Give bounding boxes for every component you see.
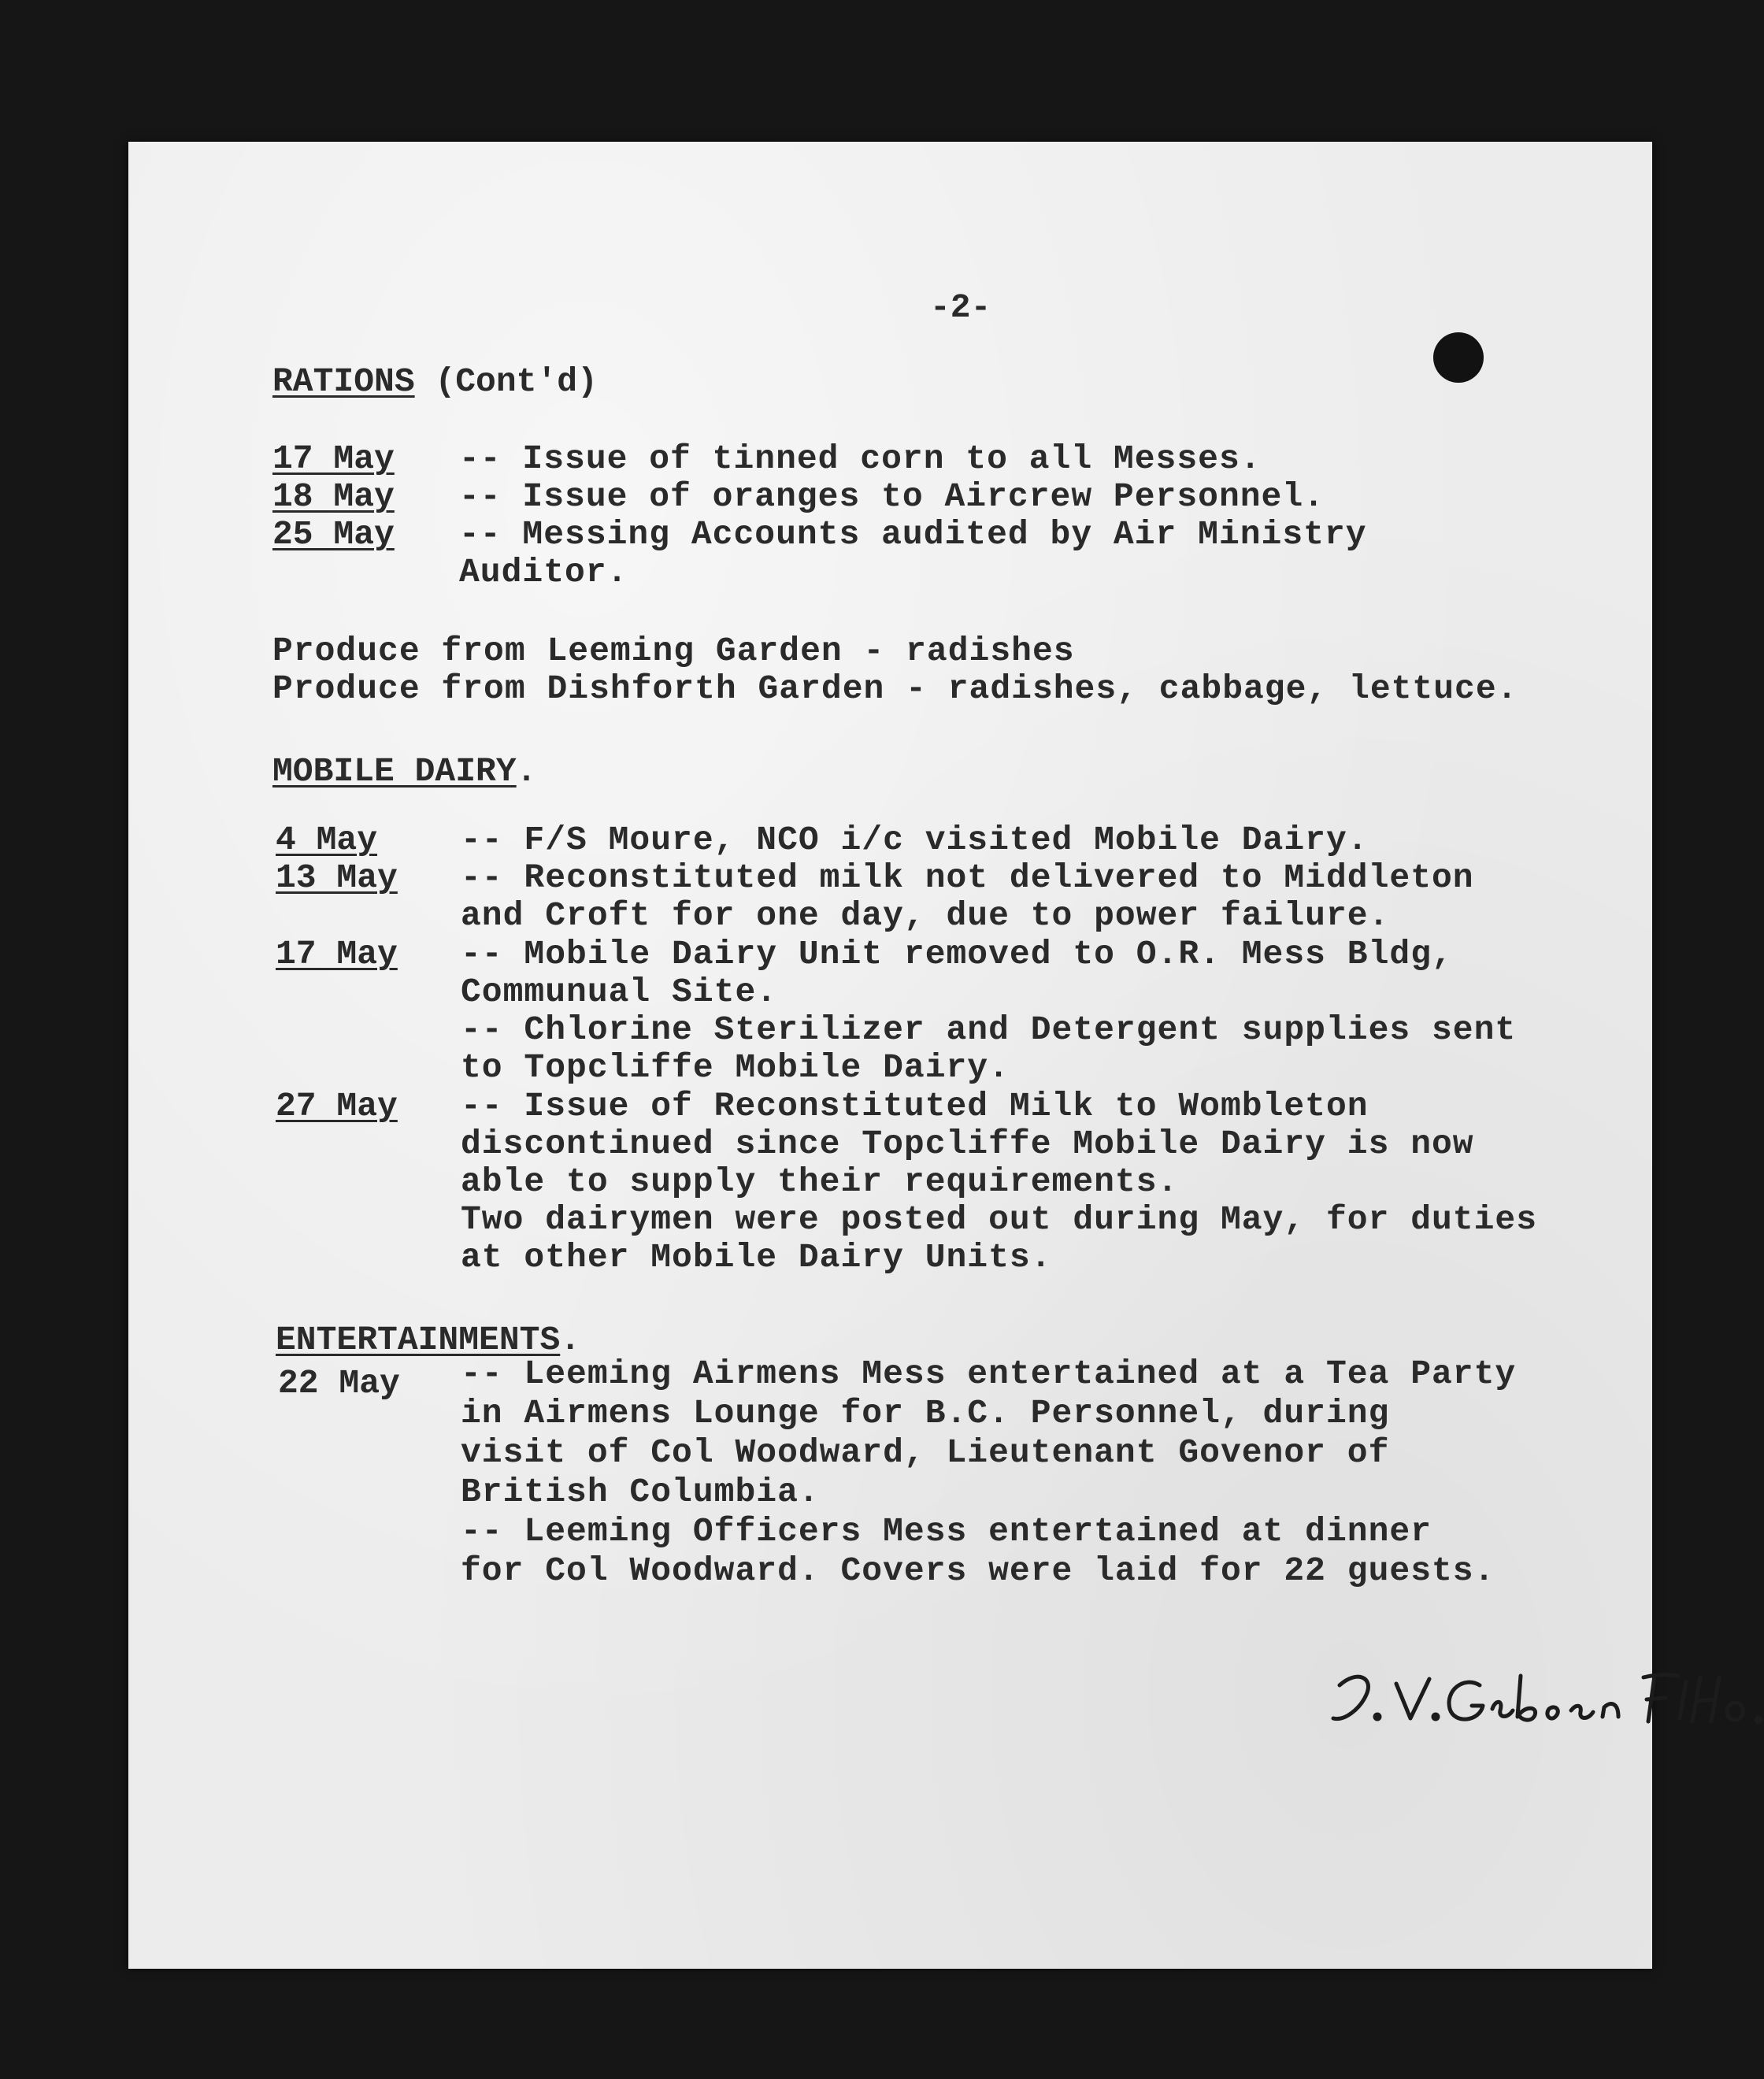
produce-line: Produce from Dishforth Garden - radishes, cabbage, lettuce. [272,669,1518,708]
entertainment-entry-line: visit of Col Woodward, Lieutenant Govenor of [461,1433,1390,1472]
dairy-entry-date: 4 May [276,821,378,859]
entertainments-heading-suffix: . [560,1321,581,1359]
dairy-entry-line: to Topcliffe Mobile Dairy. [461,1048,1010,1087]
document-page [128,142,1652,1969]
handwritten-signature [1325,1654,1764,1748]
rations-entry-date: 17 May [272,439,395,478]
dairy-entry-date: 17 May [276,935,398,973]
entertainment-entry-line: in Airmens Lounge for B.C. Personnel, during [461,1394,1390,1432]
dairy-entry-line: Communual Site. [461,973,778,1011]
rations-entry-line: Auditor. [459,553,628,591]
entertainment-entry-line: for Col Woodward. Covers were laid for 22 guests. [461,1551,1495,1590]
rations-entry-date: 18 May [272,477,395,516]
rations-heading-text: RATIONS [272,362,415,401]
rations-entry-line: -- Issue of tinned corn to all Messes. [459,439,1262,478]
dairy-entry-line: -- Issue of Reconstituted Milk to Wombleton [461,1087,1369,1125]
dairy-entry-line: at other Mobile Dairy Units. [461,1238,1052,1277]
entertainments-heading-text: ENTERTAINMENTS [276,1321,561,1359]
rations-entry-line: -- Issue of oranges to Aircrew Personnel. [459,477,1325,516]
mobile-dairy-heading [272,752,536,791]
mobile-dairy-heading-suffix: . [516,752,537,791]
page-number: -2- [930,288,991,327]
rations-heading-suffix: (Cont'd) [414,362,598,401]
rations-heading [272,362,598,401]
dairy-entry-line: Two dairymen were posted out during May, for duties [461,1200,1538,1239]
dairy-entry-line: -- Mobile Dairy Unit removed to O.R. Mess Bldg, [461,935,1453,973]
produce-line: Produce from Leeming Garden - radishes [272,632,1075,670]
entertainment-entry-line: British Columbia. [461,1473,820,1511]
entertainment-entry-line: -- Leeming Officers Mess entertained at dinner [461,1512,1432,1551]
dairy-entry-date: 27 May [276,1087,398,1125]
rations-entry-date: 25 May [272,515,395,554]
entertainment-entry-line: -- Leeming Airmens Mess entertained at a Tea Party [461,1354,1517,1393]
dairy-entry-line: -- Reconstituted milk not delivered to Middleton [461,858,1474,897]
rations-entry-line: -- Messing Accounts audited by Air Ministry [459,515,1367,554]
dairy-entry-line: -- Chlorine Sterilizer and Detergent supplies sent [461,1010,1517,1049]
dairy-entry-line: and Croft for one day, due to power failure. [461,896,1390,935]
dairy-entry-line: discontinued since Topcliffe Mobile Dairy is now [461,1125,1474,1163]
dairy-entry-date: 13 May [276,858,398,897]
entertainments-heading [276,1321,580,1359]
entertainment-entry-date: 22 May [278,1364,400,1403]
dairy-entry-line: -- F/S Moure, NCO i/c visited Mobile Dairy. [461,821,1369,859]
punch-hole [1433,332,1484,383]
dairy-entry-line: able to supply their requirements. [461,1162,1179,1201]
mobile-dairy-heading-text: MOBILE DAIRY [272,752,517,791]
